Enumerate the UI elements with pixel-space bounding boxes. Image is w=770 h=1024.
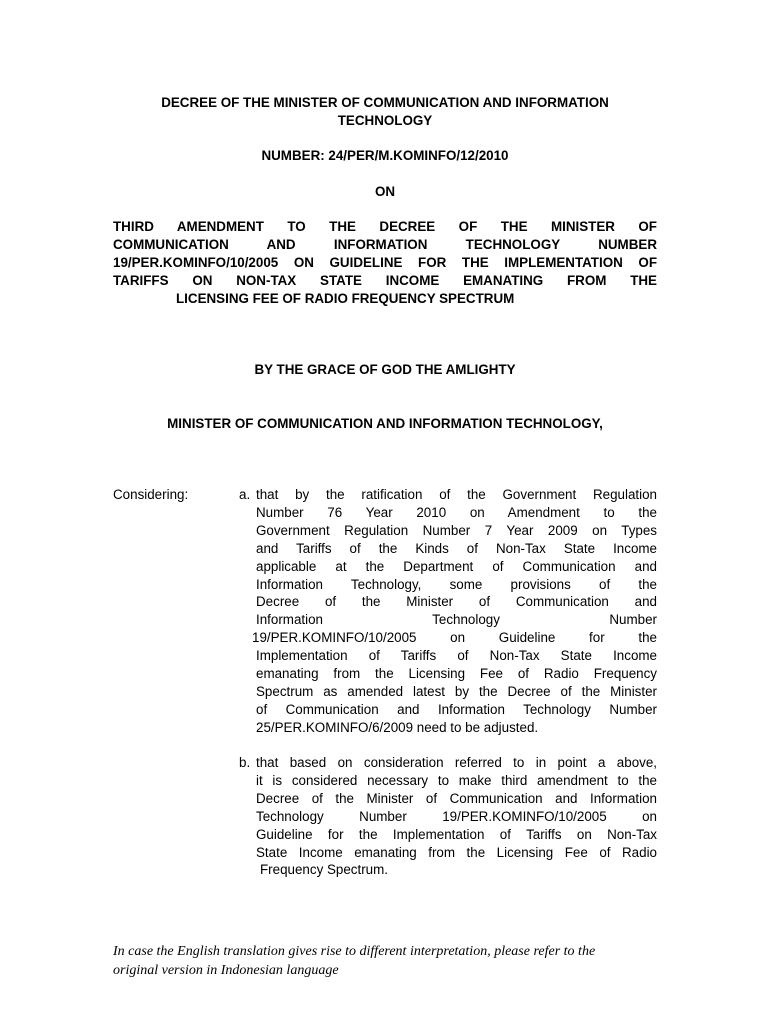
clause-line: Frequency Spectrum.	[260, 862, 389, 878]
clause-line: Decree of the Minister of Communication and	[256, 594, 657, 610]
clause-line: that based on consideration referred to in point a above,	[256, 755, 657, 770]
clause-line: Implementation of Tariffs of Non-Tax State Income	[256, 648, 657, 664]
considering-clause-a	[239, 486, 657, 737]
clause-line: emanating from the Licensing Fee of Radio Frequency	[256, 666, 657, 682]
clause-marker: b.	[239, 755, 251, 770]
clause-marker: a.	[239, 487, 251, 502]
clause-line: Government Regulation Number 7 Year 2009 on Types	[256, 522, 657, 538]
clause-line: Guideline for the Implementation of Tariffs on Non-Tax	[256, 826, 657, 842]
clause-line: of Communication and Information Technology Number	[256, 701, 657, 717]
clause-line: applicable at the Department of Communication and	[256, 558, 657, 574]
clause-line: 25/PER.KOMINFO/6/2009 need to be adjusted.	[256, 719, 539, 735]
decree-title	[113, 94, 657, 130]
decree-on: ON	[374, 184, 396, 199]
clause-line: Information Technology, some provisions of the	[256, 576, 657, 592]
clause-line: Spectrum as amended latest by the Decree of the Minister	[256, 683, 657, 699]
clause-line: 19/PER.KOMINFO/10/2005 on Guideline for the	[252, 630, 657, 646]
minister-heading: MINISTER OF COMMUNICATION AND INFORMATION TECHNOLOGY,	[167, 416, 603, 431]
decree-subject	[113, 218, 657, 308]
decree-title-line-1: DECREE OF THE MINISTER OF COMMUNICATION AND INFORMATION	[161, 95, 609, 110]
grace-heading: BY THE GRACE OF GOD THE AMLIGHTY	[254, 362, 516, 377]
considering-clause-b	[239, 754, 657, 879]
clause-line: and Tariffs of the Kinds of Non-Tax State Income	[256, 540, 657, 556]
clause-line: that by the ratification of the Government Regulation	[256, 487, 657, 502]
clause-line: Decree of the Minister of Communication and Information	[256, 790, 657, 806]
clause-body	[239, 486, 657, 737]
subject-line-1: THIRD AMENDMENT TO THE DECREE OF THE MINISTER OF	[113, 219, 657, 234]
subject-line-5: LICENSING FEE OF RADIO FREQUENCY SPECTRUM	[176, 291, 515, 306]
translation-disclaimer	[113, 942, 673, 980]
disclaimer-line-1: In case the English translation gives rise to different interpretation, please refer to the	[113, 944, 596, 959]
decree-number: NUMBER: 24/PER/M.KOMINFO/12/2010	[261, 148, 509, 163]
clause-body	[239, 754, 657, 879]
subject-line-4: TARIFFS ON NON-TAX STATE INCOME EMANATING FROM THE	[113, 273, 657, 288]
clause-line: State Income emanating from the Licensing Fee of Radio	[256, 844, 657, 860]
clause-line: Number 76 Year 2010 on Amendment to the	[256, 504, 657, 520]
considering-label: Considering:	[113, 487, 189, 502]
clause-line: Technology Number 19/PER.KOMINFO/10/2005 on	[256, 808, 657, 824]
subject-line-3: 19/PER.KOMINFO/10/2005 ON GUIDELINE FOR THE IMPLEMENTATION OF	[113, 255, 657, 270]
subject-line-2: COMMUNICATION AND INFORMATION TECHNOLOGY NUMBER	[113, 237, 657, 252]
decree-title-line-2: TECHNOLOGY	[337, 113, 433, 128]
clause-line: Information Technology Number	[256, 612, 657, 628]
disclaimer-line-2: original version in Indonesian language	[113, 963, 339, 978]
clause-line: it is considered necessary to make third amendment to the	[256, 772, 657, 788]
